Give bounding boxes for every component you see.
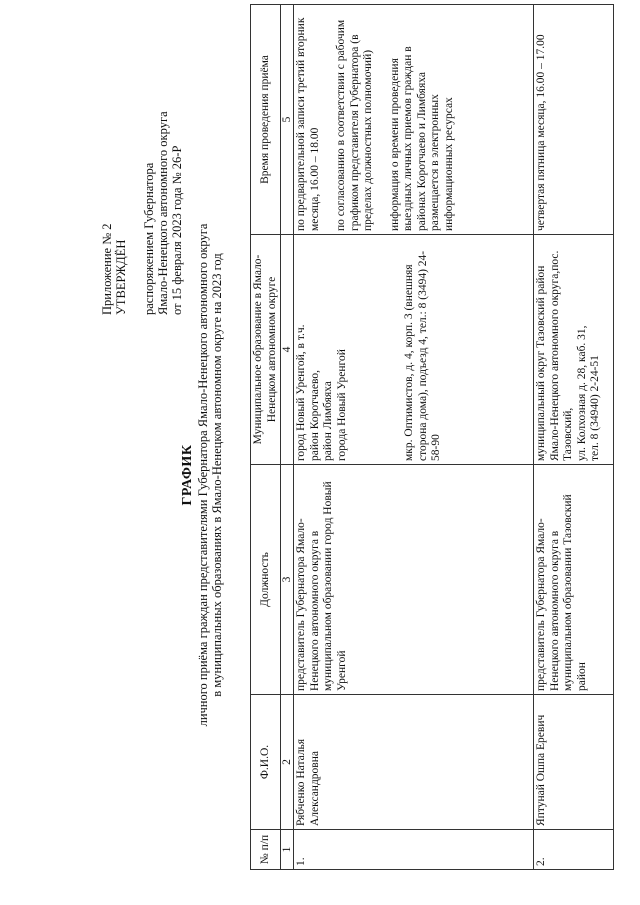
municipality-line: города Новый Уренгой — [335, 349, 348, 461]
municipality-line: ул. Колхозная д. 28, каб. 31, — [575, 325, 588, 461]
document-title — [180, 125, 224, 825]
municipality-line: город Новый Уренгой, в т.ч. — [295, 324, 307, 461]
title-subtitle-2: в муниципальных образованиях в Ямало-Ненецком автономном округе на 2023 год — [210, 253, 224, 697]
reception-address: мкр. Оптимистов, д. 4, корп. 3 (внешняя сторона дома), подъезд 4, тел.: 8 (3494) 24-58-90 — [403, 250, 442, 461]
table-row — [534, 5, 614, 870]
header-time: Время проведения приёма — [251, 5, 281, 235]
table-row — [294, 5, 534, 870]
time-entry: по согласованию в соответствии с рабочим графиком представителя Губернатора (в пределах должностных полномочий) — [335, 19, 374, 231]
row-municipality — [534, 235, 614, 465]
row-position: представитель Губернатора Ямало-Ненецкого автономного округа в муниципальном образовании город Новый Уренгой — [294, 465, 534, 695]
time-entry: информация о времени проведения выездных личных приемов граждан в районах Коротчаево и Лимбяяха размещается в электронных информационных ресурсах — [388, 46, 455, 231]
column-number: 5 — [281, 5, 294, 235]
approval-basis: распоряжением Губернатора — [142, 162, 156, 315]
title-subtitle-1: личного приёма граждан представителями Губернатора Ямало-Ненецкого автономного округа — [196, 223, 210, 727]
municipality-line: район Коротчаево, — [308, 370, 321, 461]
row-number: 1. — [294, 830, 534, 870]
row-time — [294, 5, 534, 235]
header-row — [251, 5, 281, 870]
municipality-line: муниципальный округ Тазовский район Ямало-Ненецкого автономного округа,пос. Тазовский, — [535, 250, 574, 461]
column-number: 1 — [281, 830, 294, 870]
header-municipality: Муниципальное образование в Ямало-Ненецком автономном округе — [251, 235, 281, 465]
appendix-number: Приложение № 2 — [100, 223, 114, 315]
column-number: 2 — [281, 695, 294, 830]
header-fio: Ф.И.О. — [251, 695, 281, 830]
appendix-block — [100, 111, 184, 315]
row-fio: Яптунай Ошпа Еревич — [534, 695, 614, 830]
municipality-line: тел. 8 (34940) 2-24-51 — [589, 355, 601, 461]
title-heading: ГРАФИК — [180, 444, 195, 506]
header-position: Должность — [251, 465, 281, 695]
header-number: № п/п — [251, 830, 281, 870]
schedule-table — [250, 4, 614, 870]
column-number-row — [281, 5, 294, 870]
time-entry: по предварительной записи третий вторник месяца, 16.00 – 18.00 — [295, 17, 321, 231]
column-number: 4 — [281, 235, 294, 465]
municipality-line: район Лимбяяха — [322, 381, 334, 461]
row-number: 2. — [534, 830, 614, 870]
row-position: представитель Губернатора Ямало-Ненецкого автономного округа в муниципальном образовании Тазовский район — [534, 465, 614, 695]
time-entry: четвертая пятница месяца, 16.00 – 17.00 — [535, 34, 547, 231]
row-fio: Рябченко Наталья Александровна — [294, 695, 534, 830]
approval-stamp: УТВЕРЖДЁН — [114, 239, 128, 315]
approval-authority: Ямало-Ненецкого автономного округа — [156, 111, 170, 315]
row-time — [534, 5, 614, 235]
approval-date: от 15 февраля 2023 года № 26-Р — [170, 145, 184, 315]
column-number: 3 — [281, 465, 294, 695]
row-municipality — [294, 235, 534, 465]
